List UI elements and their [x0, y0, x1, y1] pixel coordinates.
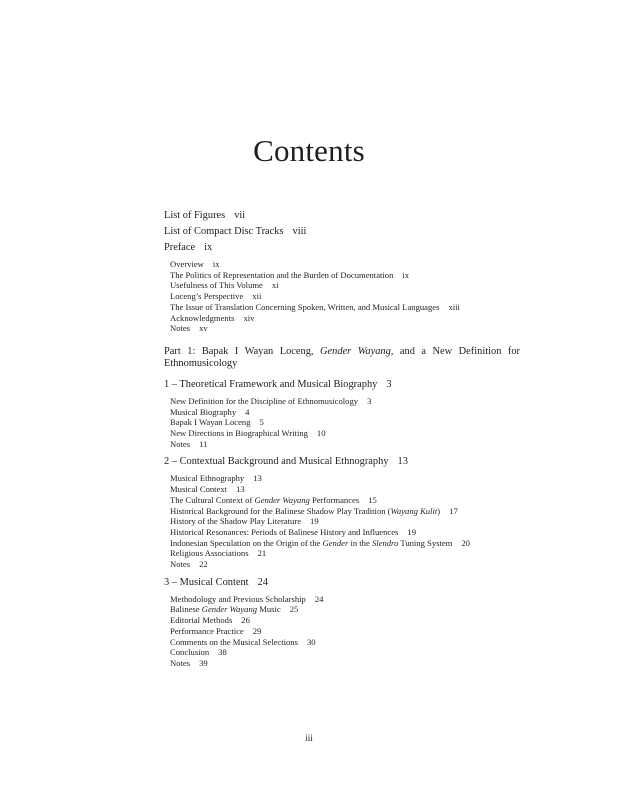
chapter-title: 3 – Musical Content [164, 576, 249, 588]
toc-subentry-label: Notes [170, 657, 191, 668]
toc-subentry[interactable] [164, 396, 520, 407]
toc-subentry[interactable] [164, 417, 520, 428]
toc-subentry[interactable] [164, 313, 520, 324]
toc-subentry-page: 4 [245, 406, 250, 417]
toc-subentry-label: Indonesian Speculation on the Origin of the [170, 537, 321, 548]
toc-subentry[interactable] [164, 506, 520, 517]
toc-subentry-label: Historical Background for the Balinese Shadow Play Tradition ( [170, 505, 391, 516]
toc-subentry[interactable] [164, 548, 520, 559]
toc-subentry-italic: Gender Wayang [254, 494, 310, 505]
toc-subentry[interactable] [164, 407, 520, 418]
part-heading[interactable] [164, 346, 520, 371]
toc-subentry-page: 26 [241, 615, 250, 626]
toc-subentry-page: xii [252, 291, 262, 302]
toc-subentry-page: 5 [259, 417, 264, 428]
toc-subentry-page: 38 [218, 647, 227, 658]
toc-subentry-label: Notes [170, 323, 191, 334]
toc-subentry[interactable] [164, 495, 520, 506]
toc-subentry[interactable] [164, 626, 520, 637]
toc-subentry-label: The Issue of Translation Concerning Spoken, Written, and Musical Languages [170, 301, 440, 312]
toc-subentry-page: 29 [252, 625, 262, 636]
toc-subentry[interactable] [164, 439, 520, 450]
toc-subentry-page: 20 [461, 537, 470, 548]
toc-chapter-1[interactable] [164, 377, 520, 393]
toc-subentry[interactable] [164, 604, 520, 615]
toc-subentry[interactable] [164, 647, 520, 658]
toc-entry-list-of-figures[interactable] [164, 208, 520, 224]
toc-subentry[interactable] [164, 527, 520, 538]
toc-subentry[interactable] [164, 323, 520, 334]
toc-subentry-page: 10 [316, 428, 326, 439]
toc-subentry-italic: Wayang Kulit [390, 505, 438, 516]
chapter-page: 24 [257, 576, 268, 588]
toc-subentry[interactable] [164, 658, 520, 669]
toc-subentry-label: Comments on the Musical Selections [170, 636, 298, 647]
toc-subentry-page: 19 [310, 516, 319, 527]
chapter-title: 2 – Contextual Background and Musical Ethnography [164, 456, 389, 468]
toc-subentry-label: Musical Ethnography [170, 473, 245, 484]
toc-entry-label: List of Figures [164, 210, 226, 221]
toc-subentry-page: ix [402, 269, 410, 280]
chapter-page: 13 [397, 456, 408, 468]
toc-subentry-label: Notes [170, 559, 191, 570]
toc-subentry[interactable] [164, 516, 520, 527]
toc-subentry-italic: Gender [322, 537, 349, 548]
toc-subentry-page: xv [199, 323, 208, 334]
toc-subentry-page: 30 [306, 636, 316, 647]
part-heading-italic: Gender Wayang, [320, 345, 394, 357]
toc-entry-page: viii [292, 226, 307, 237]
toc-entry-label: Preface [164, 242, 196, 253]
toc-subentry-label: Music [259, 604, 281, 615]
toc-subentry[interactable] [164, 259, 520, 270]
toc-subentry-label: in the [350, 537, 370, 548]
toc-subentry-label: ) [437, 505, 441, 516]
chapter-1-subentries [164, 396, 520, 450]
chapter-page: 3 [386, 378, 392, 390]
toc-subentry-label: Musical Context [170, 484, 228, 495]
toc-subentry-label: Historical Resonances: Periods of Balinese History and Influences [170, 526, 399, 537]
toc-subentry-label: Musical Biography [170, 406, 237, 417]
toc-subentry[interactable] [164, 270, 520, 281]
toc-subentry[interactable] [164, 428, 520, 439]
toc-subentry-label: Balinese [170, 604, 200, 615]
toc-subentry-italic: Slendro [371, 537, 399, 548]
page-title: Contents [253, 133, 365, 168]
toc-subentry-label: Usefulness of This Volume [170, 280, 263, 291]
toc-subentry-label: Methodology and Previous Scholarship [170, 593, 306, 604]
toc-subentry-page: 22 [199, 559, 208, 570]
toc-subentry-label: Loceng’s Perspective [170, 291, 244, 302]
toc-chapter-3[interactable] [164, 575, 520, 591]
toc-subentry-page: 17 [449, 505, 458, 516]
toc-subentry-page: 11 [199, 438, 208, 449]
toc-subentry-label: Tuning System [400, 537, 453, 548]
toc-subentry[interactable] [164, 302, 520, 313]
toc-subentry-page: xiv [243, 312, 255, 323]
toc-entry-page: vii [234, 210, 246, 221]
preface-subentries [164, 259, 520, 334]
toc-subentry-page: 21 [257, 548, 267, 559]
chapter-3-subentries [164, 594, 520, 669]
toc-subentry[interactable] [164, 473, 520, 484]
toc-subentry-page: 39 [199, 657, 208, 668]
toc-subentry[interactable] [164, 291, 520, 302]
toc-subentry-label: Performances [311, 494, 360, 505]
part-heading-suffix: and a New Definition for Ethnomusicology [164, 345, 521, 370]
toc-subentry-label: The Politics of Representation and the Burden of Documentation [170, 269, 394, 280]
toc-subentry[interactable] [164, 637, 520, 648]
toc-subentry[interactable] [164, 615, 520, 626]
toc-subentry-label: Editorial Methods [170, 615, 233, 626]
toc-subentry-label: Overview [170, 259, 204, 269]
toc-subentry[interactable] [164, 538, 520, 549]
toc-subentry-page: ix [212, 259, 220, 269]
toc-subentry[interactable] [164, 559, 520, 570]
toc-subentry-page: xi [271, 280, 279, 291]
toc-subentry[interactable] [164, 594, 520, 605]
toc-subentry-label: New Definition for the Discipline of Ethnomusicology [170, 395, 359, 406]
toc-subentry-label: Notes [170, 438, 191, 449]
toc-subentry-page: 15 [368, 494, 377, 505]
chapter-2-subentries [164, 473, 520, 569]
chapter-title: 1 – Theoretical Framework and Musical Biography [164, 378, 378, 390]
toc-subentry-page: 24 [314, 593, 324, 604]
toc-subentry-label: Religious Associations [170, 548, 249, 559]
toc-subentry-page: 13 [236, 484, 245, 495]
toc-subentry-label: Conclusion [170, 647, 210, 658]
toc-subentry-italic: Gender Wayang [201, 604, 258, 615]
toc-subentry-label: New Directions in Biographical Writing [170, 428, 308, 439]
toc-entry-label: List of Compact Disc Tracks [164, 226, 284, 237]
toc-subentry[interactable] [164, 280, 520, 291]
toc-subentry-page: 13 [253, 473, 262, 484]
toc-subentry-label: The Cultural Context of [170, 494, 253, 505]
toc-entry-preface[interactable] [164, 240, 520, 256]
toc-subentry-page: 3 [367, 395, 372, 406]
toc-entry-list-of-cd-tracks[interactable] [164, 224, 520, 240]
toc-subentry-label: Acknowledgments [170, 312, 235, 323]
part-heading-prefix: Part 1: Bapak I Wayan Loceng, [164, 345, 314, 357]
toc-subentry-label: Bapak I Wayan Loceng [170, 417, 251, 428]
toc-entry-page: ix [204, 242, 213, 253]
toc-subentry[interactable] [164, 484, 520, 495]
page-number: iii [305, 733, 313, 743]
toc-subentry-page: 19 [407, 526, 416, 537]
toc-subentry-page: xiii [448, 301, 460, 312]
toc-subentry-label: History of the Shadow Play Literature [170, 516, 302, 527]
toc-chapter-2[interactable] [164, 454, 520, 470]
table-of-contents [164, 208, 520, 674]
toc-subentry-page: 25 [289, 604, 299, 615]
toc-subentry-label: Performance Practice [170, 625, 244, 636]
